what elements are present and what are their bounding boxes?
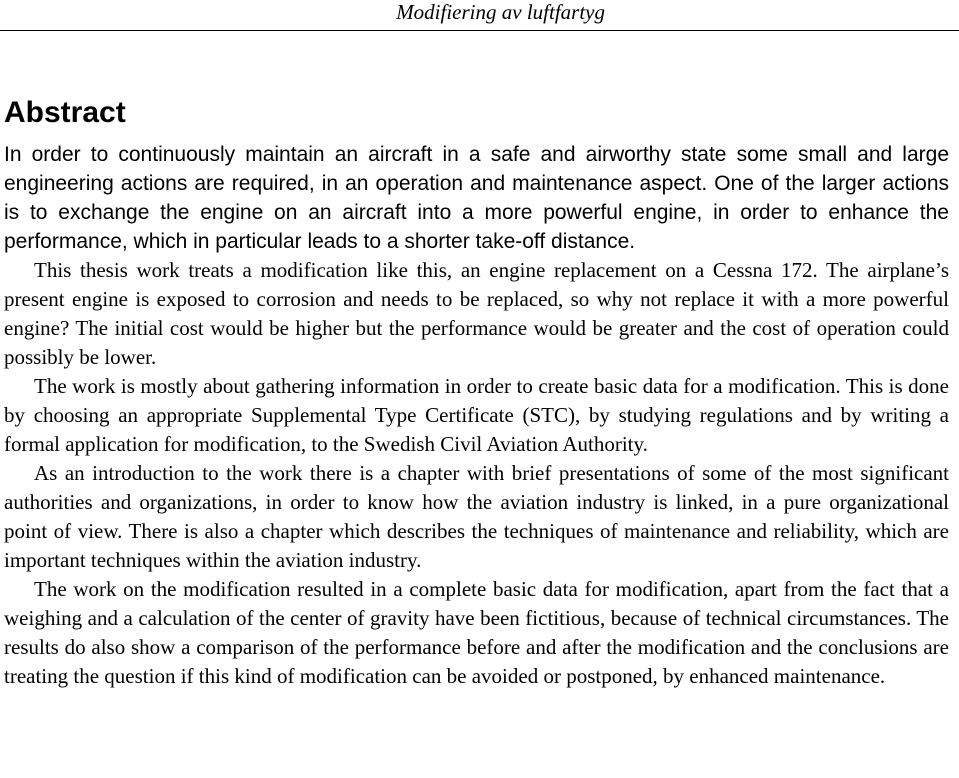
abstract-paragraph-3: The work is mostly about gathering information in order to create basic data for a modification. This is done by choosing an appropriate Supplemental Type Certificate (STC), by studying regulations and by writing a formal application for modification, to the Swedish Civil Aviation Authority. [4, 374, 949, 456]
running-header-title: Modifiering av luftfartyg [396, 0, 605, 24]
abstract-paragraph-4: As an introduction to the work there is a chapter with brief presentations of some of the most significant authorities and organizations, in order to know how the aviation industry is linked, in a pure organizational point of view. There is also a chapter which describes the techniques of maintenance and reliability, which are important techniques within the aviation industry. [4, 461, 949, 572]
abstract-paragraph-5: The work on the modification resulted in a complete basic data for modification, apart from the fact that a weighing and a calculation of the center of gravity have been fictitious, because of technical circumstances. The results do also show a comparison of the performance before and after the modification and the conclusions are treating the question if this kind of modification can be avoided or postponed, by enhanced maintenance. [4, 577, 949, 688]
abstract-body [4, 140, 949, 691]
abstract-paragraph-2: This thesis work treats a modification like this, an engine replacement on a Cessna 172. The airplane’s present engine is exposed to corrosion and needs to be replaced, so why not replace it with a more powerful engine? The initial cost would be higher but the performance would be greater and the cost of operation could possibly be lower. [4, 258, 949, 369]
abstract-heading: Abstract [4, 96, 126, 129]
header-divider [0, 30, 959, 31]
abstract-paragraph-1: In order to continuously maintain an aircraft in a safe and airworthy state some small and large engineering actions are required, in an operation and maintenance aspect. One of the larger actions is to exchange the engine on an aircraft into a more powerful engine, in order to enhance the performance, which in particular leads to a shorter take-off distance. [4, 143, 949, 253]
